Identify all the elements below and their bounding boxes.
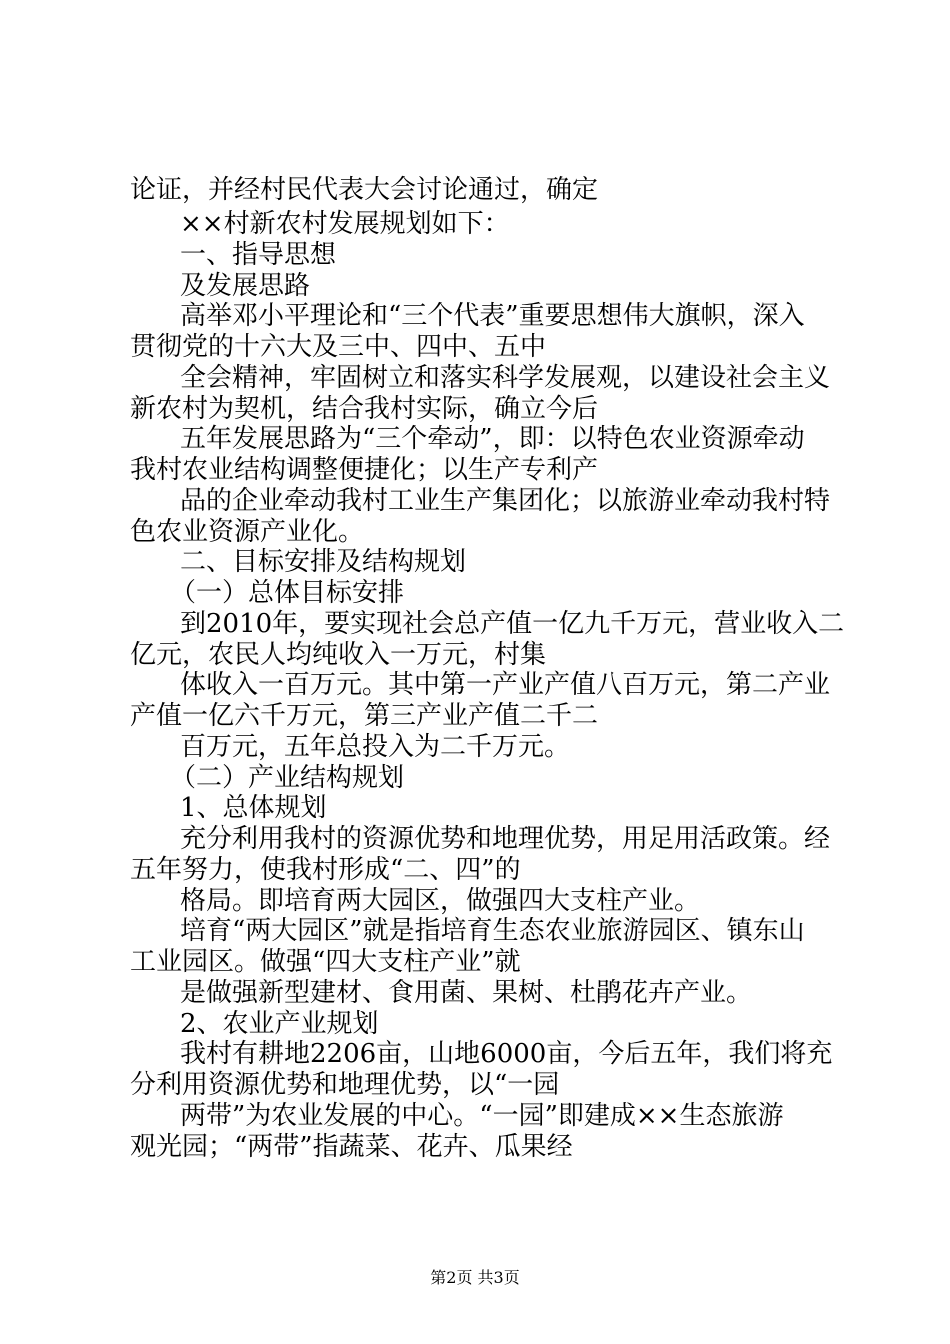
page-footer	[0, 1268, 950, 1288]
subsection-heading: 2、农业产业规划	[180, 1009, 379, 1039]
text-line: 充分利用我村的资源优势和地理优势，用足用活政策。经	[180, 824, 831, 854]
subsection-heading: 1、总体规划	[180, 793, 327, 823]
subsection-heading: （二）产业结构规划	[170, 763, 405, 793]
text-line: 我村农业结构调整便捷化；以生产专利产	[130, 455, 599, 485]
text-line: 五年发展思路为“三个牵动”，即：以特色农业资源牵动	[180, 424, 805, 454]
text-line: 分利用资源优势和地理优势，以“一园	[130, 1070, 560, 1100]
text-line: 贯彻党的十六大及三中、四中、五中	[130, 332, 547, 362]
section-heading: 二、目标安排及结构规划	[180, 547, 467, 577]
section-heading: 一、指导思想	[180, 240, 337, 270]
text-line: 色农业资源产业化。	[130, 517, 365, 547]
text-line: 高举邓小平理论和“三个代表”重要思想伟大旗帜，深入	[180, 301, 805, 331]
text-line: ××村新农村发展规划如下：	[180, 209, 510, 239]
text-line: 观光园；“两带”指蔬菜、花卉、瓜果经	[130, 1132, 573, 1162]
text-line: 产值一亿六千万元，第三产业产值二千二	[130, 701, 599, 731]
text-line: 到2010年，要实现社会总产值一亿九千万元，营业收入二	[180, 609, 845, 639]
text-line: 我村有耕地2206亩，山地6000亩，今后五年，我们将充	[180, 1039, 833, 1069]
text-line: 五年努力，使我村形成“二、四”的	[130, 855, 521, 885]
text-line: 是做强新型建材、食用菌、果树、杜鹃花卉产业。	[180, 978, 753, 1008]
text-line: 新农村为契机，结合我村实际，确立今后	[130, 394, 599, 424]
page-number: 第2页 共3页	[430, 1268, 520, 1287]
text-line: 格局。即培育两大园区，做强四大支柱产业。	[180, 886, 701, 916]
text-line: 两带”为农业发展的中心。“一园”即建成××生态旅游	[180, 1101, 784, 1131]
text-line: 品的企业牵动我村工业生产集团化；以旅游业牵动我村特	[180, 486, 831, 516]
text-line: 培育“两大园区”就是指培育生态农业旅游园区、镇东山	[180, 916, 805, 946]
text-line: 亿元，农民人均纯收入一万元，村集	[130, 640, 547, 670]
section-heading: 及发展思路	[180, 271, 311, 301]
text-line: 论证，并经村民代表大会讨论通过，确定	[130, 175, 599, 205]
text-line: 全会精神，牢固树立和落实科学发展观，以建设社会主义	[180, 363, 831, 393]
text-line: 体收入一百万元。其中第一产业产值八百万元，第二产业	[180, 670, 831, 700]
text-line: 百万元，五年总投入为二千万元。	[180, 732, 571, 762]
text-line: 工业园区。做强“四大支柱产业”就	[130, 947, 521, 977]
subsection-heading: （一）总体目标安排	[170, 578, 405, 608]
